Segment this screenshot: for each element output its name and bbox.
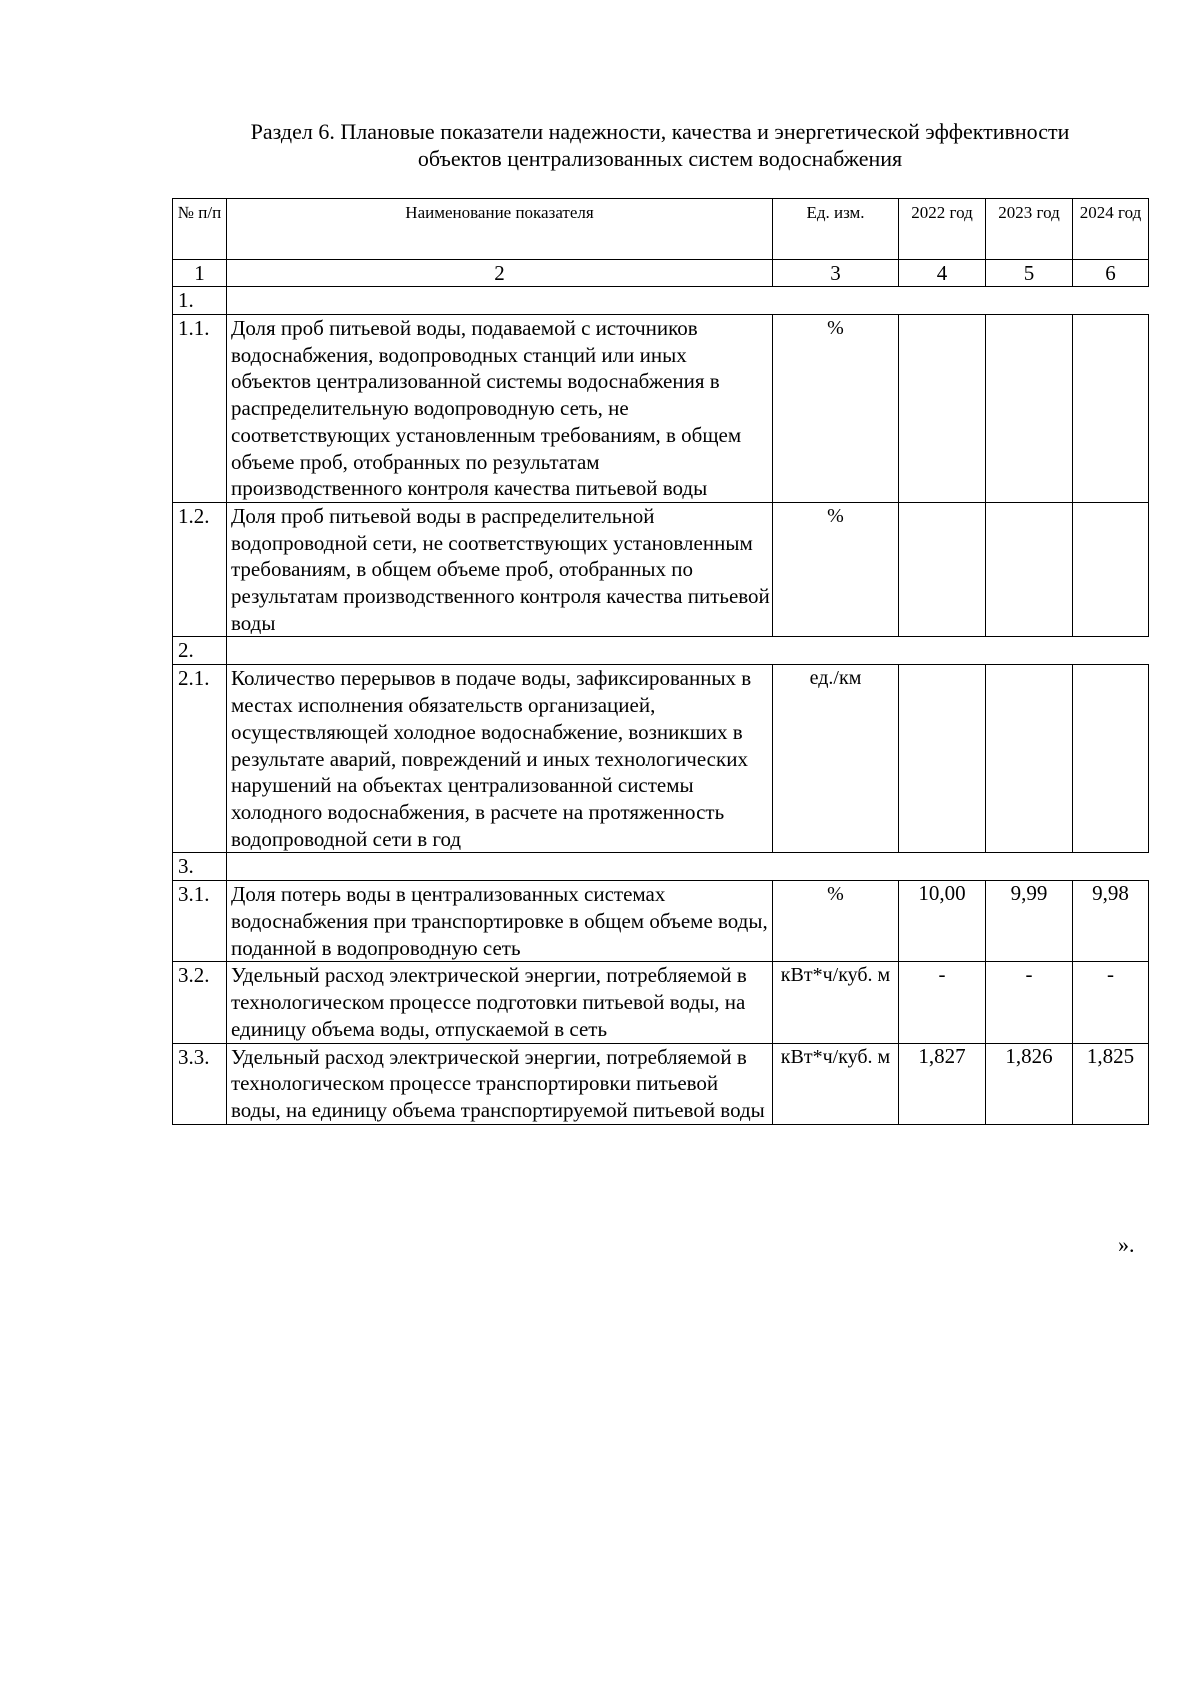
indicator-unit: кВт*ч/куб. м [773, 1043, 899, 1124]
section-number: 3. [173, 853, 227, 881]
table-row [173, 665, 1149, 853]
header-name: Наименование показателя [227, 199, 773, 260]
row-number: 2.1. [173, 665, 227, 853]
section-spacer [227, 287, 1149, 315]
section-row [173, 637, 1149, 665]
value-2023: 9,99 [986, 881, 1073, 962]
table-row [173, 962, 1149, 1043]
value-2022: 10,00 [899, 881, 986, 962]
header-year-2024: 2024 год [1073, 199, 1149, 260]
document-title-line-2: объектов централизованных систем водоснабжения [417, 146, 903, 171]
value-2024: 1,825 [1073, 1043, 1149, 1124]
column-index: 2 [227, 260, 773, 287]
column-index-row [173, 260, 1149, 287]
row-number: 1.1. [173, 315, 227, 503]
indicator-unit: ед./км [773, 665, 899, 853]
value-2022 [899, 315, 986, 503]
section-spacer [227, 853, 1149, 881]
value-2023 [986, 665, 1073, 853]
row-number: 3.1. [173, 881, 227, 962]
indicators-table [172, 198, 1149, 1125]
indicator-unit: кВт*ч/куб. м [773, 962, 899, 1043]
closing-quote: ». [1118, 1232, 1135, 1257]
indicator-name: Количество перерывов в подаче воды, зафиксированных в местах исполнения обязательств организацией, осуществляющей холодное водоснабжение, возникших в результате аварий, повреждений и иных технологических нарушений на объектах централизованной системы холодного водоснабжения, в расчете на протяженность водопроводной сети в год [227, 665, 773, 853]
value-2022 [899, 665, 986, 853]
value-2023: 1,826 [986, 1043, 1073, 1124]
indicator-name: Доля проб питьевой воды, подаваемой с источников водоснабжения, водопроводных станций или иных объектов централизованной системы водоснабжения в распределительную водопроводную сеть, не соответствующих установленным требованиям, в общем объеме проб, отобранных по результатам производственного контроля качества питьевой воды [227, 315, 773, 503]
table-row [173, 502, 1149, 637]
section-number: 1. [173, 287, 227, 315]
value-2024 [1073, 502, 1149, 637]
section-number: 2. [173, 637, 227, 665]
table-row [173, 1043, 1149, 1124]
indicator-name: Удельный расход электрической энергии, потребляемой в технологическом процессе подготовки питьевой воды, на единицу объема воды, отпускаемой в сеть [227, 962, 773, 1043]
value-2024: - [1073, 962, 1149, 1043]
value-2022 [899, 502, 986, 637]
value-2023 [986, 315, 1073, 503]
indicator-unit: % [773, 502, 899, 637]
header-unit: Ед. изм. [773, 199, 899, 260]
indicator-name: Удельный расход электрической энергии, потребляемой в технологическом процессе транспортировки питьевой воды, на единицу объема транспортируемой питьевой воды [227, 1043, 773, 1124]
document-title-line-1: Раздел 6. Плановые показатели надежности, качества и энергетической эффективности [250, 119, 1070, 144]
column-index: 5 [986, 260, 1073, 287]
header-year-2023: 2023 год [986, 199, 1073, 260]
value-2023: - [986, 962, 1073, 1043]
value-2022: 1,827 [899, 1043, 986, 1124]
column-index: 6 [1073, 260, 1149, 287]
row-number: 3.3. [173, 1043, 227, 1124]
column-index: 3 [773, 260, 899, 287]
column-index: 1 [173, 260, 227, 287]
table-header-row [173, 199, 1149, 260]
table-row [173, 881, 1149, 962]
value-2022: - [899, 962, 986, 1043]
section-row [173, 853, 1149, 881]
value-2024 [1073, 665, 1149, 853]
header-year-2022: 2022 год [899, 199, 986, 260]
indicator-name: Доля потерь воды в централизованных системах водоснабжения при транспортировке в общем объеме воды, поданной в водопроводную сеть [227, 881, 773, 962]
column-index: 4 [899, 260, 986, 287]
indicator-name: Доля проб питьевой воды в распределительной водопроводной сети, не соответствующих установленным требованиям, в общем объеме проб, отобранных по результатам производственного контроля качества питьевой воды [227, 502, 773, 637]
row-number: 1.2. [173, 502, 227, 637]
section-row [173, 287, 1149, 315]
indicator-unit: % [773, 881, 899, 962]
indicator-unit: % [773, 315, 899, 503]
header-num: № п/п [173, 199, 227, 260]
value-2023 [986, 502, 1073, 637]
value-2024 [1073, 315, 1149, 503]
section-spacer [227, 637, 1149, 665]
row-number: 3.2. [173, 962, 227, 1043]
table-row [173, 315, 1149, 503]
value-2024: 9,98 [1073, 881, 1149, 962]
